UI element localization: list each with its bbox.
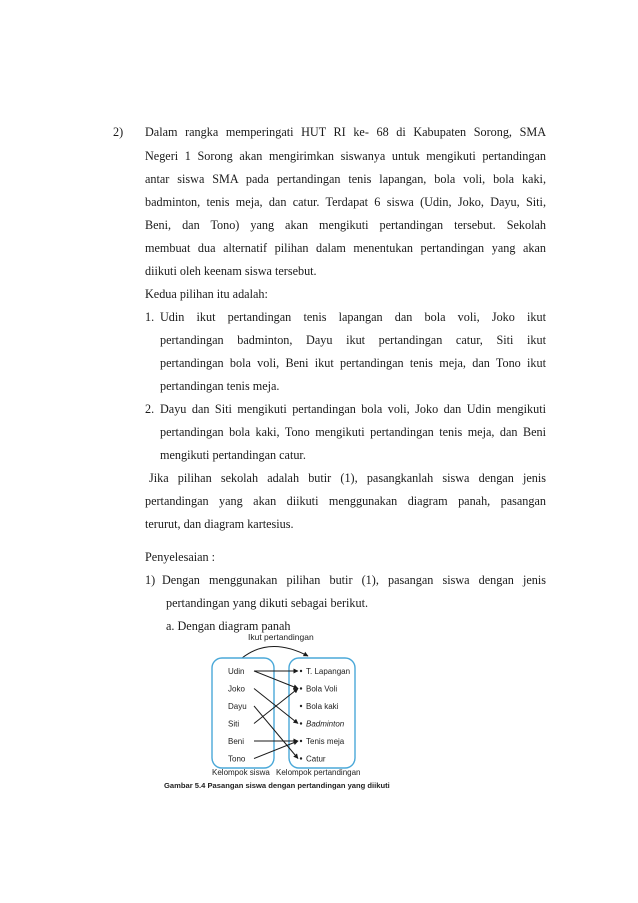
choice2-line: Dayu dan Siti mengikuti pertandingan bola voli, Joko dan Udin mengikuti	[160, 402, 546, 416]
student-label: Udin	[228, 667, 245, 676]
problem-number: 2)	[113, 125, 124, 139]
choice1-line: Udin ikut pertandingan tenis lapangan dan bola voli, Joko ikut	[160, 310, 546, 324]
figure-caption: Gambar 5.4 Pasangan siswa dengan pertandingan yang diikuti	[164, 781, 390, 790]
sport-label: Bola kaki	[306, 702, 339, 711]
choice1-line: pertandingan bola voli, Beni ikut pertandingan tenis meja, dan Tono ikut	[160, 356, 546, 370]
sport-dot	[300, 670, 302, 672]
choice2-line: pertandingan bola kaki, Tono mengikuti pertandingan tenis meja, dan Beni	[160, 425, 546, 439]
student-label: Joko	[228, 684, 245, 694]
student-label: Dayu	[228, 702, 247, 711]
sport-label: Badminton	[306, 719, 345, 729]
sport-label: Bola Voli	[306, 684, 338, 694]
step1-line: pertandingan yang dikuti sebagai berikut.	[166, 596, 369, 610]
sub-a-heading: a. Dengan diagram panah	[166, 619, 291, 633]
student-label: Siti	[228, 719, 240, 729]
problem-line: Beni, dan Tono) yang akan mengikuti pertandingan tersebut. Sekolah	[145, 218, 546, 232]
step1-line: Dengan menggunakan pilihan butir (1), pasangan siswa dengan jenis	[162, 573, 546, 587]
choice1-line: pertandingan badminton, Dayu ikut pertandingan catur, Siti ikut	[160, 333, 546, 347]
relation-label: Ikut pertandingan	[248, 632, 314, 642]
student-label: Tono	[228, 754, 246, 764]
sport-dot	[300, 705, 302, 707]
pair-arrow	[254, 706, 298, 759]
problem-line: Negeri 1 Sorong akan mengirimkan siswanya untuk mengikuti pertandingan	[145, 149, 546, 163]
problem-line: diikuti oleh keenam siswa tersebut.	[145, 264, 317, 278]
question-line: pertandingan yang akan diikuti menggunakan diagram panah, pasangan	[145, 494, 546, 508]
set-a-label: Kelompok siswa	[212, 768, 270, 777]
pair-arrow	[254, 741, 298, 759]
set-b-label: Kelompok pertandingan	[276, 768, 361, 777]
sport-dot	[300, 722, 302, 724]
question-line: Jika pilihan sekolah adalah butir (1), pasangkanlah siswa dengan jenis	[149, 471, 546, 485]
sport-dot	[300, 687, 302, 689]
step1-number: 1)	[145, 573, 156, 587]
solution-heading: Penyelesaian :	[145, 550, 216, 564]
problem-line: Dalam rangka memperingati HUT RI ke- 68 di Kabupaten Sorong, SMA	[145, 125, 546, 139]
choice1-number: 1.	[145, 310, 155, 324]
choice2-number: 2.	[145, 402, 155, 416]
relation-arrow	[242, 646, 308, 658]
sport-dot	[300, 757, 302, 759]
pair-arrow	[254, 671, 298, 689]
sport-dot	[300, 740, 302, 742]
sport-label: Tenis meja	[306, 737, 345, 746]
arrow-diagram	[150, 628, 430, 800]
choice2-line: mengikuti pertandingan catur.	[160, 448, 306, 462]
student-label: Beni	[228, 737, 245, 746]
problem-line: badminton, tenis meja, dan catur. Terdapat 6 siswa (Udin, Joko, Dayu, Siti,	[145, 195, 546, 209]
choice1-line: pertandingan tenis meja.	[160, 379, 280, 393]
sport-label: Catur	[306, 754, 326, 764]
question-line: terurut, dan diagram kartesius.	[145, 517, 294, 531]
problem-line: membuat dua alternatif pilihan dalam menentukan pertandingan yang akan	[145, 241, 546, 255]
problem-line: antar siswa SMA pada pertandingan tenis lapangan, bola voli, bola kaki,	[145, 172, 546, 186]
sport-label: T. Lapangan	[306, 667, 351, 676]
choices-intro: Kedua pilihan itu adalah:	[145, 287, 268, 301]
